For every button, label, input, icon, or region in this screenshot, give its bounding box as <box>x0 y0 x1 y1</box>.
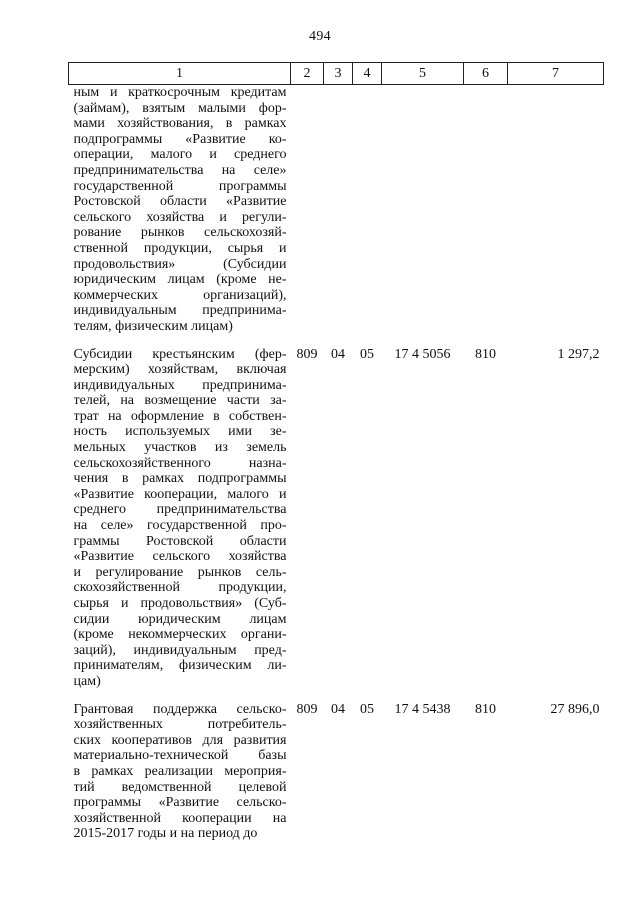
table-header <box>69 63 604 85</box>
description-line: ность используемых ими зе- <box>73 424 287 440</box>
description-line: программы «Развитие сельско- <box>73 795 287 811</box>
row-expense-type-code: 810 <box>475 701 496 717</box>
row-subsection-code <box>353 85 382 347</box>
description-line: сидии юридическим лицам <box>73 611 287 627</box>
description-line: и регулирование рынков сель- <box>73 564 287 580</box>
row-amount <box>508 85 604 347</box>
table-row <box>69 702 604 854</box>
description-line: рование рынков сельскохозяй- <box>73 225 287 241</box>
description-line: продовольствия» (Субсидии <box>73 256 287 272</box>
description-line: «Развитие кооперации, малого и <box>73 486 287 502</box>
row-amount: 1 297,2 <box>557 346 600 362</box>
row-description <box>69 347 291 702</box>
row-subsection-code: 05 <box>360 701 374 717</box>
description-line: (кроме некоммерческих органи- <box>73 627 287 643</box>
row-expense-type-code <box>464 85 508 347</box>
description-line: заций), индивидуальным пред- <box>73 642 287 658</box>
description-line: материально-технической базы <box>73 748 287 764</box>
row-amount: 27 896,0 <box>550 701 600 717</box>
description-line: «Развитие сельского хозяйства <box>73 549 287 565</box>
table-body <box>69 85 604 854</box>
description-line: чения в рамках подпрограммы <box>73 471 287 487</box>
description-line: операции, малого и среднего <box>73 147 287 163</box>
description-line: сырья и продовольствия» (Суб- <box>73 596 287 611</box>
description-line: индивидуальных предпринима- <box>73 377 287 393</box>
row-section-code: 04 <box>331 346 345 362</box>
description-line: предпринимательства на селе» <box>73 162 287 178</box>
description-line: индивидуальным предпринима- <box>73 303 287 319</box>
row-ministry-code: 809 <box>296 346 318 362</box>
description-line: мерским) хозяйствам, включая <box>73 362 287 378</box>
description-line: тий ведомственной целевой <box>73 779 287 795</box>
description-line: подпрограммы «Развитие ко- <box>73 131 287 147</box>
description-line: (займам), взятым малыми фор- <box>73 100 287 116</box>
header-col-4: 4 <box>353 63 382 85</box>
page-number: 494 <box>309 29 331 44</box>
row-subsection-code: 05 <box>360 346 374 362</box>
row-description <box>69 85 291 347</box>
description-line: коммерческих организаций), <box>73 287 287 303</box>
description-line: ственной продукции, сырья и <box>73 240 287 256</box>
description-line: мами хозяйствования, в рамках <box>73 116 287 132</box>
description-line: мельных участков из земель <box>73 440 287 456</box>
description-line: телям, физическим лицам) <box>73 318 233 334</box>
row-description <box>69 702 291 854</box>
description-line: граммы Ростовской области <box>73 533 287 549</box>
description-line: скохозяйственной продукции, <box>73 580 287 596</box>
row-ministry-code <box>291 85 324 347</box>
description-line: государственной программы <box>73 178 287 194</box>
description-line: хозяйственной кооперации на <box>73 810 287 826</box>
header-col-2: 2 <box>291 63 324 85</box>
table-row <box>69 347 604 702</box>
description-line: ских кооперативов для развития <box>73 732 287 748</box>
description-line: трат на оформление в собствен- <box>73 408 287 424</box>
description-line: на селе» государственной про- <box>73 518 287 534</box>
row-section-code: 04 <box>331 701 345 717</box>
description-line: сельскохозяйственного назна- <box>73 455 287 471</box>
table-header-row <box>69 63 604 85</box>
description-line: Ростовской области «Развитие <box>73 194 287 210</box>
description-line: сельского хозяйства и регули- <box>73 209 287 225</box>
row-target-article-code: 17 4 5056 <box>394 346 451 362</box>
header-col-7: 7 <box>508 63 604 85</box>
description-line: среднего предпринимательства <box>73 502 287 518</box>
description-line: хозяйственных потребитель- <box>73 717 287 733</box>
header-col-5: 5 <box>382 63 464 85</box>
row-target-article-code: 17 4 5438 <box>394 701 451 717</box>
description-line: 2015-2017 годы и на период до <box>73 826 258 842</box>
description-line: принимателям, физическим ли- <box>73 658 287 674</box>
row-section-code <box>324 85 353 347</box>
header-col-3: 3 <box>324 63 353 85</box>
description-line: ным и краткосрочным кредитам <box>73 85 287 100</box>
description-line: Грантовая поддержка сельско- <box>73 701 287 717</box>
description-line: в рамках реализации мероприя- <box>73 763 287 779</box>
header-col-6: 6 <box>464 63 508 85</box>
description-line: Субсидии крестьянским (фер- <box>73 346 287 362</box>
row-target-article-code <box>382 85 464 347</box>
table-row <box>69 85 604 347</box>
description-line: юридическим лицам (кроме не- <box>73 272 287 288</box>
row-ministry-code: 809 <box>296 701 318 717</box>
description-line: телей, на возмещение части за- <box>73 393 287 409</box>
budget-table <box>68 62 604 854</box>
header-col-1: 1 <box>69 63 291 85</box>
description-line: цам) <box>73 673 101 689</box>
row-expense-type-code: 810 <box>475 346 496 362</box>
